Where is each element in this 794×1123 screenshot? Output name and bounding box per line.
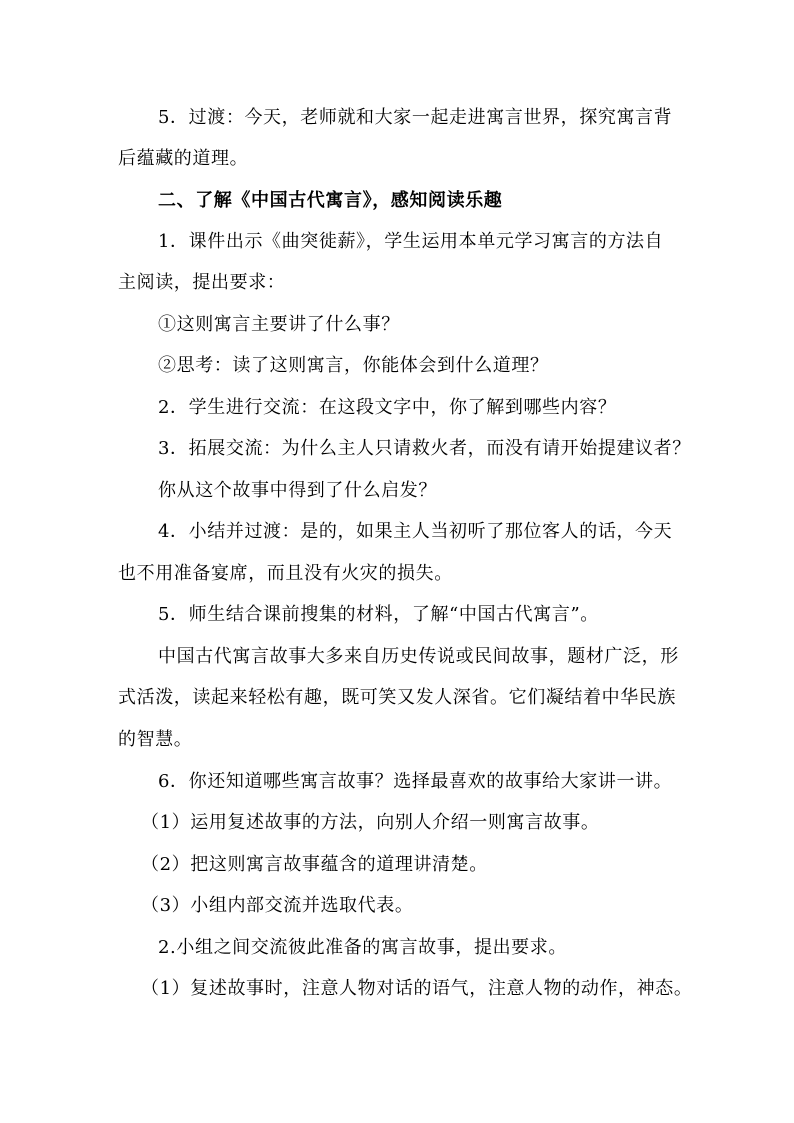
paragraph-line: 主阅读，提出要求： bbox=[118, 272, 286, 293]
section-heading: 二、了解《中国古代寓言》，感知阅读乐趣 bbox=[158, 190, 503, 211]
list-item: （1）复述故事时，注意人物对话的语气，注意人物的动作，神态。 bbox=[141, 978, 693, 999]
list-item: ②思考：读了这则寓言，你能体会到什么道理？ bbox=[158, 355, 549, 376]
list-item: （1）运用复述故事的方法，向别人介绍一则寓言故事。 bbox=[141, 812, 600, 833]
paragraph-line: 5．师生结合课前搜集的材料，了解“中国古代寓言”。 bbox=[158, 604, 599, 625]
paragraph-line: 中国古代寓言故事大多来自历史传说或民间故事，题材广泛，形 bbox=[158, 646, 679, 667]
list-item: （2）把这则寓言故事蕴含的道理讲清楚。 bbox=[141, 854, 488, 875]
paragraph-line: 后蕴藏的道理。 bbox=[118, 148, 249, 169]
paragraph-line: 2．学生进行交流：在这段文字中，你了解到哪些内容？ bbox=[158, 397, 617, 418]
paragraph-line: 也不用准备宴席，而且没有火灾的损失。 bbox=[118, 563, 453, 584]
list-item: （3）小组内部交流并选取代表。 bbox=[141, 895, 414, 916]
paragraph-line: 6．你还知道哪些寓言故事？选择最喜欢的故事给大家讲一讲。 bbox=[158, 771, 673, 792]
paragraph-line: 5．过渡：今天，老师就和大家一起走进寓言世界，探究寓言背 bbox=[158, 107, 673, 128]
paragraph-line: 1．课件出示《曲突徙薪》，学生运用本单元学习寓言的方法自 bbox=[158, 231, 664, 252]
paragraph-line: 3．拓展交流：为什么主人只请救火者，而没有请开始提建议者？ bbox=[158, 438, 691, 459]
paragraph-line: 你从这个故事中得到了什么启发？ bbox=[158, 480, 437, 501]
paragraph-line: 4．小结并过渡：是的，如果主人当初听了那位客人的话，今天 bbox=[158, 521, 673, 542]
list-item: ①这则寓言主要讲了什么事？ bbox=[158, 314, 400, 335]
paragraph-line: 式活泼，读起来轻松有趣，既可笑又发人深省。它们凝结着中华民族 bbox=[118, 687, 676, 708]
paragraph-line: 2.小组之间交流彼此准备的寓言故事，提出要求。 bbox=[158, 937, 567, 958]
paragraph-line: 的智慧。 bbox=[118, 729, 193, 750]
